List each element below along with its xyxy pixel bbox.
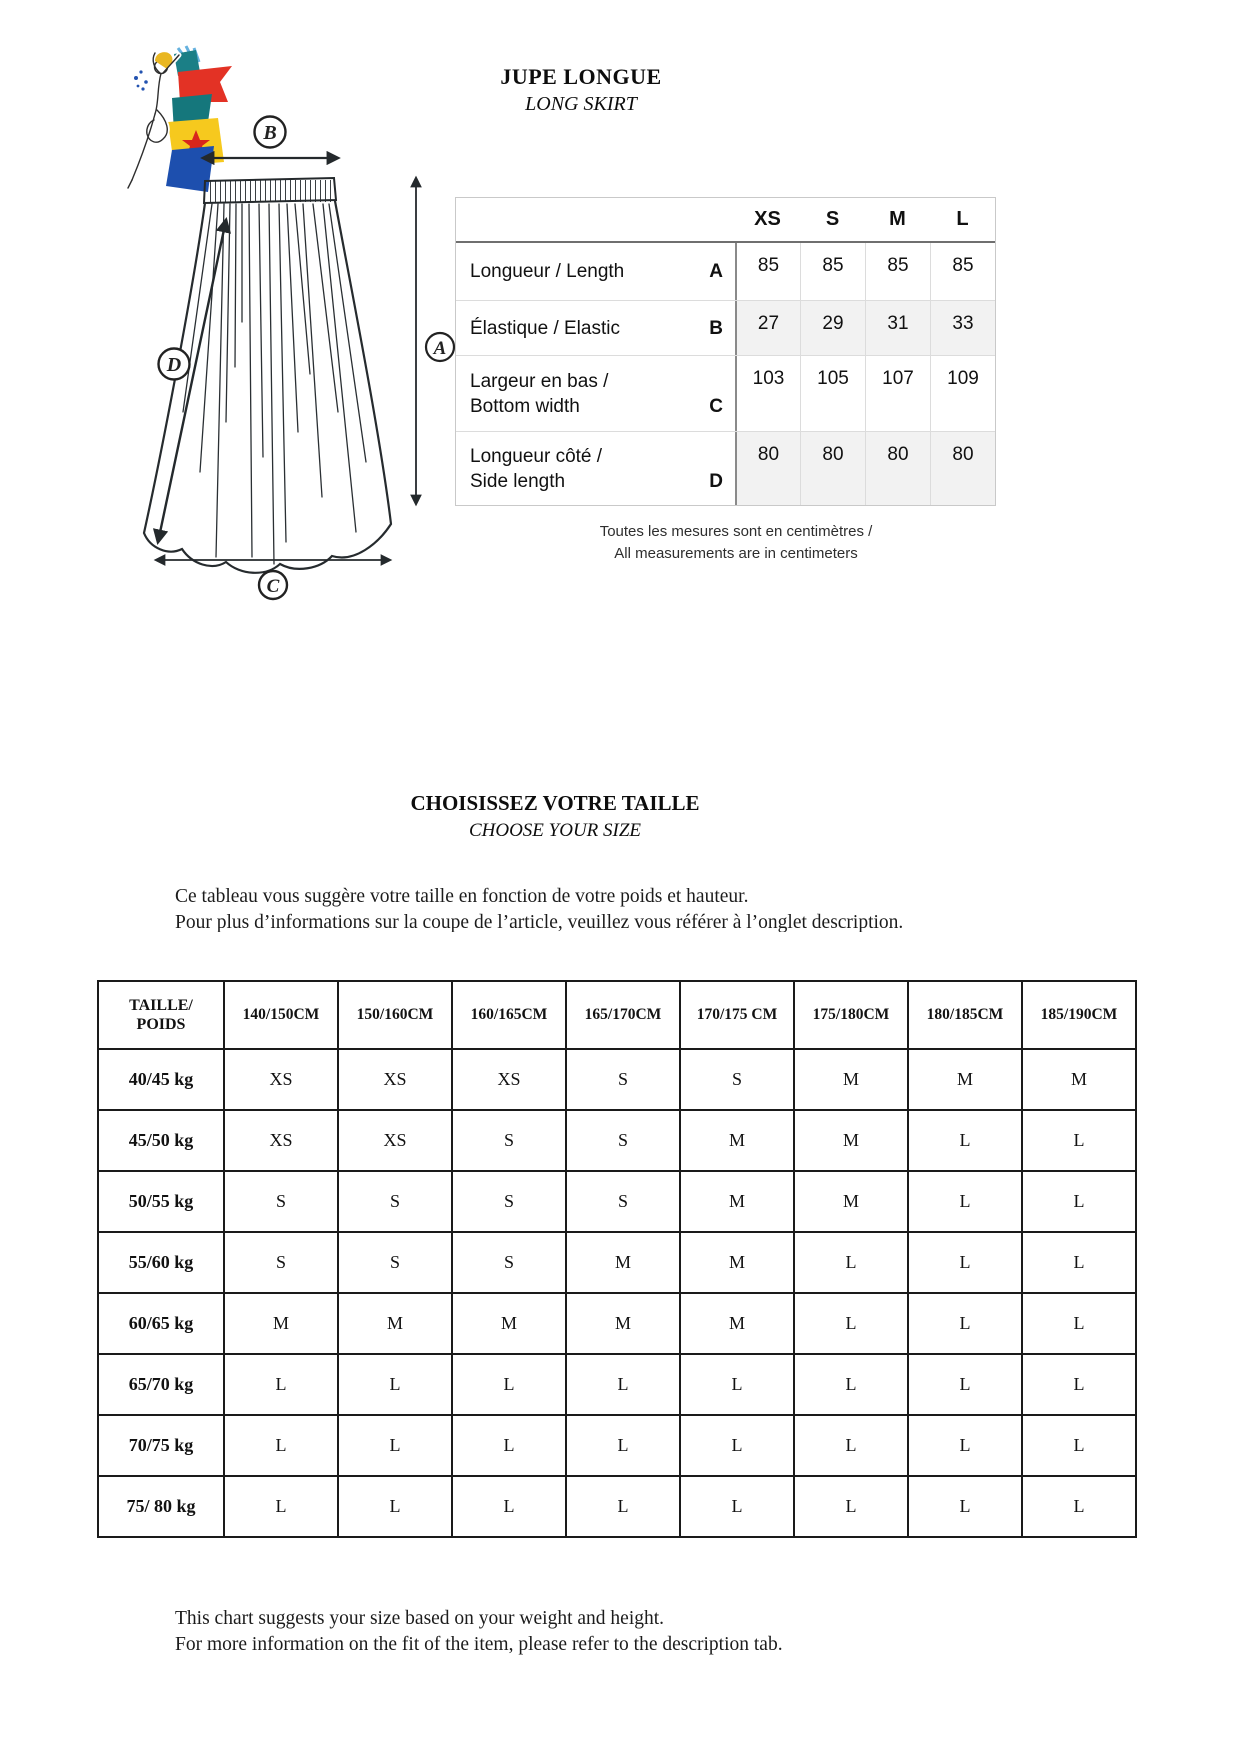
measurement-row — [456, 241, 995, 300]
size-cell: M — [680, 1110, 794, 1171]
size-cell: XS — [224, 1110, 338, 1171]
height-col-header: 180/185CM — [908, 981, 1022, 1049]
size-col-header: L — [956, 208, 969, 230]
weight-row-label: 55/60 kg — [98, 1232, 224, 1293]
measurement-letter-code: D — [709, 470, 723, 492]
corner-header — [98, 981, 224, 1049]
measurement-row — [456, 355, 995, 431]
size-cell: L — [908, 1110, 1022, 1171]
size-cell: M — [224, 1293, 338, 1354]
page-title-fr: JUPE LONGUE — [500, 64, 662, 89]
size-chart-table — [97, 980, 1137, 1538]
height-col-header: 185/190CM — [1022, 981, 1136, 1049]
diagram-label-a: A — [433, 338, 447, 359]
measurements-header-row — [456, 198, 995, 241]
measurement-value: 80 — [800, 432, 865, 505]
dimension-b — [203, 117, 338, 159]
size-cell: L — [1022, 1293, 1136, 1354]
measurement-value: 109 — [930, 356, 995, 431]
size-cell: L — [1022, 1171, 1136, 1232]
measurement-value: 85 — [735, 243, 800, 300]
size-cell: L — [566, 1476, 680, 1537]
diagram-label-b: B — [263, 122, 277, 144]
intro-paragraph — [175, 884, 903, 932]
weight-row-label: 65/70 kg — [98, 1354, 224, 1415]
measurement-label-text: Bottom width — [470, 395, 580, 417]
size-chart-row — [98, 1049, 1136, 1110]
dimension-a — [416, 178, 454, 504]
size-cell: XS — [338, 1049, 452, 1110]
measurement-value: 33 — [930, 301, 995, 355]
size-cell: M — [566, 1232, 680, 1293]
size-cell: M — [794, 1049, 908, 1110]
size-chart-row — [98, 1476, 1136, 1537]
weight-row-label: 70/75 kg — [98, 1415, 224, 1476]
size-cell: M — [338, 1293, 452, 1354]
size-cell: L — [794, 1293, 908, 1354]
measurement-row — [456, 431, 995, 505]
measurements-table — [455, 197, 996, 506]
measurement-value: 85 — [865, 243, 930, 300]
size-cell: S — [680, 1049, 794, 1110]
outro-line2: For more information on the fit of the item, please refer to the description tab. — [175, 1634, 783, 1655]
choose-size-heading — [0, 791, 1110, 842]
size-chart-row — [98, 1171, 1136, 1232]
measurement-label-text: Longueur côté / — [470, 445, 603, 467]
height-col-header: 170/175 CM — [680, 981, 794, 1049]
measurement-row-label — [456, 243, 735, 300]
measurement-row-label — [456, 432, 735, 505]
size-cell: XS — [224, 1049, 338, 1110]
size-cell: L — [680, 1415, 794, 1476]
size-cell: S — [338, 1171, 452, 1232]
size-cell: L — [794, 1415, 908, 1476]
page-title — [500, 64, 661, 116]
weight-row-label: 40/45 kg — [98, 1049, 224, 1110]
measurement-value: 80 — [865, 432, 930, 505]
measurement-row-label — [456, 301, 735, 355]
size-cell: L — [566, 1354, 680, 1415]
measurement-label-text: Élastique / Elastic — [470, 317, 620, 339]
size-cell: S — [224, 1171, 338, 1232]
units-note-line2: All measurements are in centimeters — [614, 545, 858, 562]
measurement-value: 80 — [930, 432, 995, 505]
size-chart-row — [98, 1232, 1136, 1293]
size-cell: L — [338, 1476, 452, 1537]
size-cell: L — [908, 1293, 1022, 1354]
size-cell: L — [566, 1415, 680, 1476]
size-cell: L — [908, 1171, 1022, 1232]
corner-cell — [456, 198, 735, 241]
diagram-label-c: C — [266, 576, 280, 597]
size-cell: L — [680, 1354, 794, 1415]
size-cell: L — [1022, 1232, 1136, 1293]
size-cell: L — [680, 1476, 794, 1537]
size-cell: XS — [452, 1049, 566, 1110]
size-chart-row — [98, 1293, 1136, 1354]
measurement-value: 85 — [800, 243, 865, 300]
size-cell: L — [908, 1354, 1022, 1415]
size-cell: L — [224, 1476, 338, 1537]
intro-line1: Ce tableau vous suggère votre taille en fonction de votre poids et hauteur. — [175, 886, 749, 907]
size-cell: L — [452, 1476, 566, 1537]
size-cell: S — [566, 1049, 680, 1110]
measurement-value: 29 — [800, 301, 865, 355]
size-cell: L — [794, 1232, 908, 1293]
size-cell: M — [680, 1171, 794, 1232]
size-cell: S — [566, 1110, 680, 1171]
measurement-letter-code: C — [709, 395, 723, 417]
size-cell: L — [452, 1415, 566, 1476]
size-col-header: M — [889, 208, 906, 230]
height-col-header: 165/170CM — [566, 981, 680, 1049]
size-cell: S — [566, 1171, 680, 1232]
size-cell: L — [1022, 1415, 1136, 1476]
size-cell: L — [452, 1354, 566, 1415]
measurement-row-label — [456, 356, 735, 431]
dimension-c — [156, 560, 390, 599]
outro-line1: This chart suggests your size based on your weight and height. — [175, 1608, 665, 1629]
measurement-label-text: Side length — [470, 470, 566, 492]
height-col-header: 160/165CM — [452, 981, 566, 1049]
measurement-letter-code: A — [709, 261, 723, 282]
size-cell: L — [338, 1354, 452, 1415]
size-chart-row — [98, 1415, 1136, 1476]
weight-row-label: 75/ 80 kg — [98, 1476, 224, 1537]
size-cell: M — [680, 1232, 794, 1293]
size-cell: S — [452, 1171, 566, 1232]
corner-header-line1: TAILLE/ — [129, 997, 193, 1014]
size-cell: S — [224, 1232, 338, 1293]
size-cell: L — [1022, 1476, 1136, 1537]
size-cell: L — [908, 1415, 1022, 1476]
size-cell: M — [566, 1293, 680, 1354]
measurement-row — [456, 300, 995, 355]
size-cell: L — [1022, 1110, 1136, 1171]
units-note — [450, 521, 1022, 565]
size-cell: M — [452, 1293, 566, 1354]
size-cell: L — [794, 1354, 908, 1415]
size-cell: M — [1022, 1049, 1136, 1110]
height-col-header: 140/150CM — [224, 981, 338, 1049]
measurement-value: 85 — [930, 243, 995, 300]
diagram-label-d: D — [166, 354, 182, 376]
height-col-header: 150/160CM — [338, 981, 452, 1049]
size-col-header: S — [825, 208, 840, 230]
size-cell: M — [908, 1049, 1022, 1110]
units-note-line1: Toutes les mesures sont en centimètres / — [599, 523, 873, 540]
size-cell: S — [452, 1110, 566, 1171]
dimension-d — [158, 220, 226, 542]
measurement-letter-code: B — [709, 317, 723, 339]
size-cell: L — [224, 1354, 338, 1415]
size-cell: L — [908, 1476, 1022, 1537]
measurement-label-text: Longueur / Length — [470, 261, 625, 282]
height-col-header: 175/180CM — [794, 981, 908, 1049]
size-cell: XS — [338, 1110, 452, 1171]
weight-row-label: 45/50 kg — [98, 1110, 224, 1171]
size-cell: M — [680, 1293, 794, 1354]
skirt-fold-lines — [183, 204, 366, 564]
measurement-value: 31 — [865, 301, 930, 355]
measurement-value: 107 — [865, 356, 930, 431]
weight-row-label: 50/55 kg — [98, 1171, 224, 1232]
measurement-value: 103 — [735, 356, 800, 431]
skirt-diagram — [128, 112, 463, 604]
measurement-value: 105 — [800, 356, 865, 431]
measurement-value: 80 — [735, 432, 800, 505]
size-chart-row — [98, 1354, 1136, 1415]
size-cell: L — [224, 1415, 338, 1476]
choose-size-heading-fr: CHOISISSEZ VOTRE TAILLE — [410, 791, 700, 815]
measurement-value: 27 — [735, 301, 800, 355]
size-cell: L — [1022, 1354, 1136, 1415]
outro-paragraph — [175, 1606, 783, 1658]
choose-size-heading-en: CHOOSE YOUR SIZE — [468, 820, 642, 841]
size-chart-row — [98, 1110, 1136, 1171]
size-cell: M — [794, 1171, 908, 1232]
size-cell: L — [908, 1232, 1022, 1293]
size-chart-body — [98, 981, 1136, 1537]
page-title-en: LONG SKIRT — [525, 93, 637, 115]
intro-line2: Pour plus d’informations sur la coupe de l’article, veuillez vous référer à l’onglet description. — [175, 912, 904, 932]
corner-header-line2: POIDS — [136, 1016, 186, 1033]
skirt-waistband — [204, 178, 336, 203]
measurement-label-text: Largeur en bas / — [470, 370, 609, 392]
size-chart-header-row — [98, 981, 1136, 1049]
size-col-header: XS — [754, 208, 781, 230]
size-cell: M — [794, 1110, 908, 1171]
size-cell: S — [452, 1232, 566, 1293]
size-cell: L — [338, 1415, 452, 1476]
weight-row-label: 60/65 kg — [98, 1293, 224, 1354]
size-cell: L — [794, 1476, 908, 1537]
size-cell: S — [338, 1232, 452, 1293]
